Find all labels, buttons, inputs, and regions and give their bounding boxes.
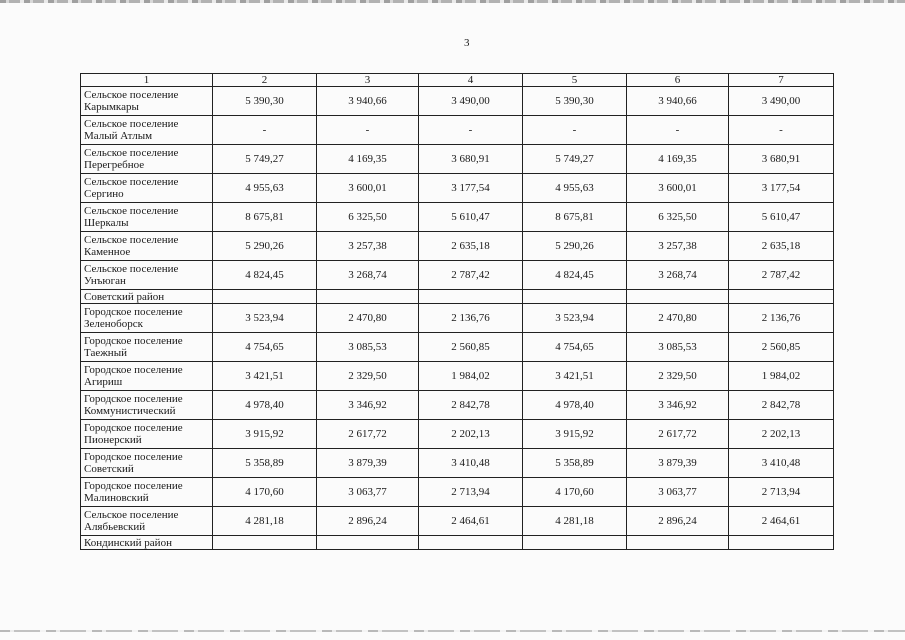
table-row — [81, 116, 834, 145]
table-row — [81, 478, 834, 507]
value-cell: 3 257,38 — [627, 232, 729, 261]
value-cell: 3 523,94 — [523, 304, 627, 333]
value-cell: - — [213, 116, 317, 145]
value-cell: 3 915,92 — [523, 420, 627, 449]
value-cell: 2 136,76 — [419, 304, 523, 333]
value-cell: 4 169,35 — [627, 145, 729, 174]
value-cell: 6 325,50 — [317, 203, 419, 232]
table-row — [81, 203, 834, 232]
value-cell: 6 325,50 — [627, 203, 729, 232]
value-cell: 5 358,89 — [213, 449, 317, 478]
value-cell: - — [419, 116, 523, 145]
value-cell: 3 523,94 — [213, 304, 317, 333]
district-name: Кондинский район — [81, 536, 213, 550]
value-cell: 3 490,00 — [419, 87, 523, 116]
value-cell: 4 170,60 — [523, 478, 627, 507]
value-cell: 4 824,45 — [213, 261, 317, 290]
value-cell: 4 281,18 — [523, 507, 627, 536]
value-cell: 3 177,54 — [729, 174, 834, 203]
value-cell: 3 346,92 — [317, 391, 419, 420]
table-row — [81, 333, 834, 362]
section-row — [81, 536, 834, 550]
value-cell: 3 410,48 — [419, 449, 523, 478]
value-cell: 5 290,26 — [213, 232, 317, 261]
settlement-name: Городское поселение Советский — [81, 449, 213, 478]
value-cell: 3 085,53 — [627, 333, 729, 362]
value-cell: 2 842,78 — [729, 391, 834, 420]
value-cell: 1 984,02 — [419, 362, 523, 391]
value-cell: 5 610,47 — [729, 203, 834, 232]
value-cell: - — [523, 116, 627, 145]
value-cell: 8 675,81 — [213, 203, 317, 232]
scan-edge-bottom — [0, 630, 905, 632]
value-cell — [213, 290, 317, 304]
value-cell — [317, 290, 419, 304]
value-cell: 2 464,61 — [419, 507, 523, 536]
settlement-name: Сельское поселение Алябьевский — [81, 507, 213, 536]
column-header: 4 — [419, 74, 523, 87]
value-cell: 3 177,54 — [419, 174, 523, 203]
value-cell: 2 787,42 — [729, 261, 834, 290]
value-cell — [419, 536, 523, 550]
value-cell: 3 680,91 — [419, 145, 523, 174]
value-cell: 3 410,48 — [729, 449, 834, 478]
value-cell: 4 281,18 — [213, 507, 317, 536]
value-cell: 3 268,74 — [317, 261, 419, 290]
settlement-name: Городское поселение Таежный — [81, 333, 213, 362]
value-cell: 2 713,94 — [729, 478, 834, 507]
column-header: 7 — [729, 74, 834, 87]
value-cell: 2 560,85 — [419, 333, 523, 362]
value-cell: 3 940,66 — [317, 87, 419, 116]
value-cell: 2 896,24 — [627, 507, 729, 536]
table-row — [81, 87, 834, 116]
value-cell: 2 464,61 — [729, 507, 834, 536]
value-cell: 5 390,30 — [523, 87, 627, 116]
value-cell: 4 754,65 — [523, 333, 627, 362]
header-row — [81, 74, 834, 87]
scan-edge-top — [0, 0, 905, 3]
value-cell: 2 329,50 — [627, 362, 729, 391]
value-cell — [627, 536, 729, 550]
value-cell: 4 169,35 — [317, 145, 419, 174]
value-cell: 3 879,39 — [317, 449, 419, 478]
tariff-table — [80, 73, 834, 550]
value-cell: 2 787,42 — [419, 261, 523, 290]
value-cell: 3 063,77 — [627, 478, 729, 507]
value-cell — [523, 536, 627, 550]
value-cell: 2 617,72 — [317, 420, 419, 449]
value-cell: 3 680,91 — [729, 145, 834, 174]
value-cell: 4 978,40 — [523, 391, 627, 420]
value-cell: 2 202,13 — [729, 420, 834, 449]
value-cell: 2 136,76 — [729, 304, 834, 333]
value-cell: 2 329,50 — [317, 362, 419, 391]
value-cell: - — [729, 116, 834, 145]
settlement-name: Сельское поселение Малый Атлым — [81, 116, 213, 145]
table-row — [81, 391, 834, 420]
column-header: 6 — [627, 74, 729, 87]
table-body — [81, 74, 834, 550]
column-header: 1 — [81, 74, 213, 87]
value-cell: - — [627, 116, 729, 145]
value-cell: 4 754,65 — [213, 333, 317, 362]
value-cell: 3 879,39 — [627, 449, 729, 478]
value-cell: 2 635,18 — [419, 232, 523, 261]
value-cell: 3 346,92 — [627, 391, 729, 420]
value-cell: 2 470,80 — [627, 304, 729, 333]
table-row — [81, 145, 834, 174]
value-cell: 2 560,85 — [729, 333, 834, 362]
value-cell: 3 915,92 — [213, 420, 317, 449]
settlement-name: Сельское поселение Каменное — [81, 232, 213, 261]
value-cell — [523, 290, 627, 304]
table-row — [81, 507, 834, 536]
value-cell: 3 421,51 — [213, 362, 317, 391]
column-header: 5 — [523, 74, 627, 87]
value-cell — [317, 536, 419, 550]
value-cell: 5 610,47 — [419, 203, 523, 232]
column-header: 2 — [213, 74, 317, 87]
table-row — [81, 449, 834, 478]
value-cell: 5 749,27 — [523, 145, 627, 174]
settlement-name: Сельское поселение Сергино — [81, 174, 213, 203]
value-cell — [729, 536, 834, 550]
table-row — [81, 304, 834, 333]
value-cell: 2 470,80 — [317, 304, 419, 333]
value-cell — [213, 536, 317, 550]
value-cell: 3 421,51 — [523, 362, 627, 391]
value-cell: 3 490,00 — [729, 87, 834, 116]
value-cell — [729, 290, 834, 304]
value-cell: 2 202,13 — [419, 420, 523, 449]
value-cell: 4 170,60 — [213, 478, 317, 507]
value-cell: 3 257,38 — [317, 232, 419, 261]
settlement-name: Сельское поселение Унъюган — [81, 261, 213, 290]
value-cell: 2 842,78 — [419, 391, 523, 420]
column-header: 3 — [317, 74, 419, 87]
value-cell: 3 063,77 — [317, 478, 419, 507]
district-name: Советский район — [81, 290, 213, 304]
settlement-name: Городское поселение Пионерский — [81, 420, 213, 449]
value-cell: 5 290,26 — [523, 232, 627, 261]
value-cell: 3 940,66 — [627, 87, 729, 116]
value-cell: 2 896,24 — [317, 507, 419, 536]
table-row — [81, 261, 834, 290]
table-row — [81, 362, 834, 391]
table-row — [81, 420, 834, 449]
value-cell: 4 978,40 — [213, 391, 317, 420]
value-cell: 4 955,63 — [523, 174, 627, 203]
table-row — [81, 174, 834, 203]
value-cell: 1 984,02 — [729, 362, 834, 391]
value-cell: 8 675,81 — [523, 203, 627, 232]
value-cell: 3 600,01 — [317, 174, 419, 203]
value-cell: 3 085,53 — [317, 333, 419, 362]
value-cell: 5 358,89 — [523, 449, 627, 478]
value-cell — [627, 290, 729, 304]
value-cell: 3 268,74 — [627, 261, 729, 290]
settlement-name: Сельское поселение Перегребное — [81, 145, 213, 174]
value-cell: 2 617,72 — [627, 420, 729, 449]
settlement-name: Городское поселение Агириш — [81, 362, 213, 391]
section-row — [81, 290, 834, 304]
value-cell — [419, 290, 523, 304]
value-cell: 5 749,27 — [213, 145, 317, 174]
settlement-name: Сельское поселение Шеркалы — [81, 203, 213, 232]
value-cell: 4 824,45 — [523, 261, 627, 290]
settlement-name: Городское поселение Зеленоборск — [81, 304, 213, 333]
value-cell: 3 600,01 — [627, 174, 729, 203]
settlement-name: Городское поселение Малиновский — [81, 478, 213, 507]
value-cell: 5 390,30 — [213, 87, 317, 116]
value-cell: 2 635,18 — [729, 232, 834, 261]
table-row — [81, 232, 834, 261]
page-number: 3 — [464, 37, 470, 49]
value-cell: 2 713,94 — [419, 478, 523, 507]
settlement-name: Городское поселение Коммунистический — [81, 391, 213, 420]
value-cell: - — [317, 116, 419, 145]
settlement-name: Сельское поселение Карымкары — [81, 87, 213, 116]
value-cell: 4 955,63 — [213, 174, 317, 203]
